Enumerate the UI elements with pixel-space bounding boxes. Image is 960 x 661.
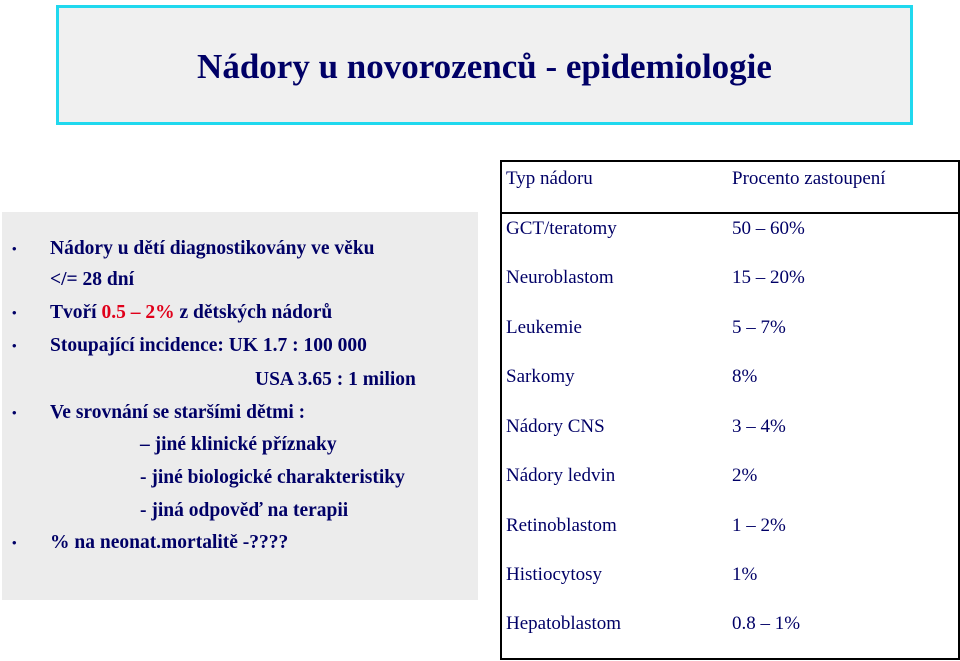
table-cell-type: Histiocytosy — [506, 564, 603, 585]
table-cell-percent: 3 – 4% — [732, 416, 786, 437]
table-cell-percent: 1% — [732, 564, 758, 585]
table-header-type: Typ nádoru — [506, 168, 593, 189]
bullet-text: </= 28 dní — [50, 269, 134, 290]
bullet-text: % na neonat.mortalitě -???? — [50, 532, 289, 553]
table-cell-percent: 50 – 60% — [732, 218, 805, 239]
table-cell-type: Nádory ledvin — [506, 465, 616, 486]
title-box — [56, 5, 913, 125]
table-header-percent: Procento zastoupení — [732, 168, 886, 189]
bullet-text: Tvoří — [50, 302, 102, 323]
table-cell-type: GCT/teratomy — [506, 218, 617, 239]
bullet-text: USA 3.65 : 1 milion — [255, 369, 416, 390]
tumor-type-table — [500, 160, 960, 660]
table-cell-percent: 1 – 2% — [732, 515, 786, 536]
bullet-text: z dětských nádorů — [174, 302, 333, 323]
table-cell-type: Retinoblastom — [506, 515, 617, 536]
bullet-text: - jiná odpověď na terapii — [140, 500, 349, 521]
bullet-text: - jiné biologické charakteristiky — [140, 467, 405, 488]
table-cell-percent: 8% — [732, 366, 758, 387]
bullet-icon: • — [12, 405, 17, 420]
table-cell-type: Sarkomy — [506, 366, 575, 387]
table-cell-type: Neuroblastom — [506, 267, 614, 288]
highlight-percentage: 0.5 – 2% — [101, 302, 175, 323]
table-cell-type: Nádory CNS — [506, 416, 605, 437]
bullet-text: – jiné klinické příznaky — [140, 434, 337, 455]
bullet-icon: • — [12, 305, 17, 320]
slide-title: Nádory u novorozenců - epidemiologie — [197, 47, 772, 86]
bullet-list — [2, 212, 478, 600]
table-cell-percent: 2% — [732, 465, 758, 486]
bullet-text: Stoupající incidence: UK 1.7 : 100 000 — [50, 335, 367, 356]
table-cell-percent: 5 – 7% — [732, 317, 786, 338]
bullet-icon: • — [12, 241, 17, 256]
header-divider — [502, 212, 958, 214]
bullet-icon: • — [12, 535, 17, 550]
bullet-text: Nádory u dětí diagnostikovány ve věku — [50, 238, 375, 259]
table-cell-type: Hepatoblastom — [506, 613, 622, 634]
table-cell-percent: 15 – 20% — [732, 267, 805, 288]
bullet-icon: • — [12, 338, 17, 353]
table-cell-percent: 0.8 – 1% — [732, 613, 801, 634]
table-cell-type: Leukemie — [506, 317, 582, 338]
bullet-text: Ve srovnání se staršími dětmi : — [50, 402, 306, 423]
